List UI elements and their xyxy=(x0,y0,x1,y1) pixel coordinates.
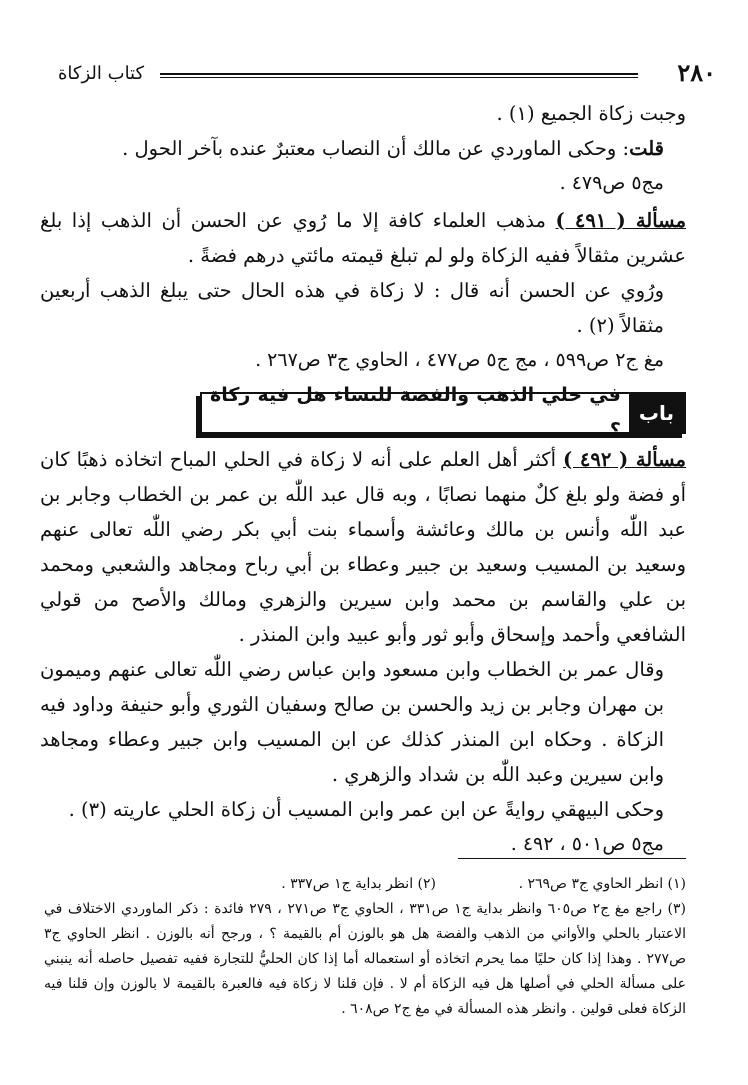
chapter-tag: باب xyxy=(629,394,684,432)
paragraph: ورُوي عن الحسن أنه قال : لا زكاة في هذه الحال حتى يبلغ الذهب أربعين مثقالاً (٢) . xyxy=(40,279,664,337)
issue-label: مسألة ( ٤٩١ ) xyxy=(555,209,687,232)
footnote-3: (٣) راجع مغ ج٢ ص٦٠٥ وانظر بداية ج١ ص٣٣١ ، الحاوي ج٣ ص٢٧١ ، ٢٧٩ فائدة : ذكر الماوردي الاختلاف في الاعتبار بالحلي والأواني من الذهب والفضة هل هو بالوزن أم بالقيمة ؟ ، ورجح أنه بالوزن . انظر الحاوي ج٣ ص٢٧٧ . وهذا إذا كان حليًا مما يحرم اتخاذه أو استعماله أما إذا كان الحليُّ للتجارة ففيه تفصيل حاصله أنه ينبني على مسألة الحلي في أصلها هل فيه الزكاة أم لا . فإن قلنا لا زكاة فيه فالعبرة بالقيمة لا بالوزن وإن قلنا فيه الزكاة فعلى قولين . وانظر هذه المسألة في مغ ج٢ ص٦٠٨ . xyxy=(44,901,686,1017)
footnote-2: (٢) انظر بداية ج١ ص٣٣٧ . xyxy=(281,876,436,892)
running-header xyxy=(58,58,716,88)
issue-text: أكثر أهل العلم على أنه لا زكاة في الحلي المباح اتخاذه ذهبًا كان أو فضة ولو بلغ كلٌ منهما نصابًا ، وبه قال عبد اللّٰه بن عمر بن الخطاب وجابر بن عبد اللّٰه وأنس بن مالك وعائشة وأسماء بنت أبي بكر رضي اللّٰه تعالى عنهم وسعيد بن المسيب وسعيد بن جبير وعطاء بن أبي رباح ومجاهد والشعبي ومحمد بن علي والقاسم بن محمد وابن سيرين والزهري ومالك والأصح من قولي الشافعي وأحمد وإسحاق وأبو ثور وأبو عبيد وابن المنذر . xyxy=(40,448,686,646)
issue-label: مسألة ( ٤٩٢ ) xyxy=(563,448,686,471)
page-number: ٢٨٠ xyxy=(677,58,716,87)
main-text xyxy=(40,96,686,862)
paragraph: وحكى البيهقي روايةً عن ابن عمر وابن المسيب أن زكاة الحلي عاريته (٣) . xyxy=(68,798,664,821)
paragraph: وقال عمر بن الخطاب وابن مسعود وابن عباس رضي اللّٰه تعالى عنهم وميمون بن مهران وجابر بن زيد والحسن بن صالح وسفيان الثوري وأبو حنيفة وداود فيه الزكاة . وحكاه ابن المنذر كذلك عن ابن المسيب وابن جبير وعطاء ومجاهد وابن سيرين وعبد اللّٰه بن شداد والزهري . xyxy=(40,658,664,786)
reference-line: مج٥ ص٥٠١ ، ٤٩٢ . xyxy=(510,833,664,855)
header-rule-thin xyxy=(160,77,638,78)
book-title: كتاب الزكاة xyxy=(58,63,145,84)
chapter-title: في حلي الذهب والفضة للنساء هل فيه زكاة ؟ xyxy=(210,384,621,441)
reference-line: مغ ج٢ ص٥٩٩ ، مج ج٥ ص٤٧٧ ، الحاوي ج٣ ص٢٦٧ . xyxy=(255,349,664,371)
paragraph xyxy=(40,131,686,166)
footnotes xyxy=(44,872,686,1022)
issue-text: مذهب العلماء كافة إلا ما رُوي عن الحسن أن الذهب إذا بلغ عشرين مثقالاً ففيه الزكاة ولو لم تبلغ قيمته مائتي درهم فضةً . xyxy=(40,209,686,267)
note-label: قلت xyxy=(629,137,664,160)
footnote-1: (١) انظر الحاوي ج٣ ص٢٦٩ . xyxy=(518,876,686,892)
footnote-rule xyxy=(458,858,686,859)
footnote-row xyxy=(44,872,686,897)
paragraph-text: : وحكى الماوردي عن مالك أن النصاب معتبرٌ عنده بآخر الحول . xyxy=(122,137,630,160)
issue-492 xyxy=(40,442,686,652)
header-rule xyxy=(160,73,638,75)
chapter-heading xyxy=(200,384,686,441)
paragraph: وجبت زكاة الجميع (١) . xyxy=(496,102,686,125)
reference-line: مج٥ ص٤٧٩ . xyxy=(559,172,664,194)
issue-491 xyxy=(40,203,686,273)
